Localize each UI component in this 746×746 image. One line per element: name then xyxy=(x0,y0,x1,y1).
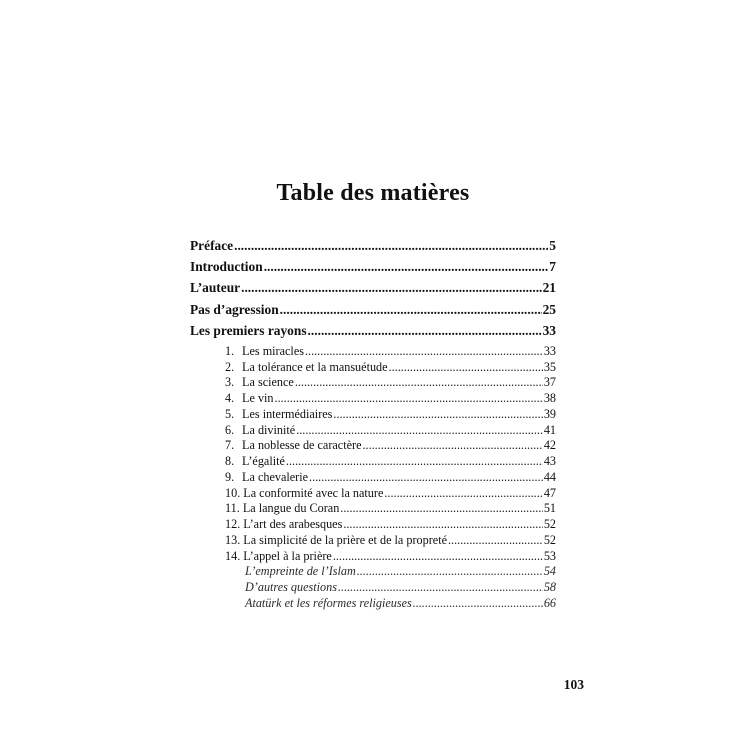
dot-leader xyxy=(333,549,543,564)
chapter-label: La chevalerie xyxy=(242,469,309,484)
toc-chapter xyxy=(190,438,556,454)
dot-leader xyxy=(309,470,543,485)
chapter-page: 37 xyxy=(543,375,556,390)
toc-chapter xyxy=(190,486,556,502)
dot-leader xyxy=(340,501,543,516)
subsection-page: 58 xyxy=(543,580,556,595)
chapter-number: 10. xyxy=(225,485,241,500)
toc-chapter xyxy=(190,549,556,565)
toc-entry xyxy=(190,238,556,259)
toc-subsection xyxy=(190,580,556,596)
toc-chapter xyxy=(190,360,556,376)
chapter-number: 7. xyxy=(225,438,235,453)
chapter-label: La conformité avec la nature xyxy=(243,485,384,500)
dot-leader xyxy=(308,323,542,339)
toc-entry xyxy=(190,280,556,301)
chapter-page: 51 xyxy=(543,501,556,516)
subsection-label: L’empreinte de l’Islam xyxy=(245,564,356,579)
chapter-page: 52 xyxy=(543,517,556,532)
toc-chapter xyxy=(190,423,556,439)
dot-leader xyxy=(296,423,543,438)
dot-leader xyxy=(333,407,542,422)
chapter-page: 39 xyxy=(543,406,556,421)
dot-leader xyxy=(286,454,543,469)
toc-chapter xyxy=(190,533,556,549)
chapter-number: 2. xyxy=(225,359,235,374)
chapter-number: 1. xyxy=(225,343,235,358)
dot-leader xyxy=(275,391,543,406)
toc-entry-page: 25 xyxy=(542,301,556,317)
chapter-page: 41 xyxy=(543,422,556,437)
subsection-page: 66 xyxy=(543,595,556,610)
dot-leader xyxy=(362,438,542,453)
dot-leader xyxy=(280,302,542,318)
toc-subsection xyxy=(190,596,556,612)
toc-subsection xyxy=(190,564,556,580)
chapter-page: 53 xyxy=(543,548,556,563)
chapter-page: 42 xyxy=(543,438,556,453)
page-title: Table des matières xyxy=(276,180,470,206)
page-number: 103 xyxy=(563,677,584,692)
chapter-number: 12. xyxy=(225,517,241,532)
toc-chapter xyxy=(190,501,556,517)
chapter-label: Les intermédiaires xyxy=(242,406,333,421)
toc-chapter xyxy=(190,391,556,407)
dot-leader xyxy=(234,238,548,254)
toc-entry-page: 5 xyxy=(549,238,556,253)
toc-entry xyxy=(190,302,556,323)
chapter-number: 5. xyxy=(225,406,235,421)
chapter-label: Les miracles xyxy=(242,343,304,358)
toc-entry-label: Préface xyxy=(190,238,234,253)
toc-entry-label: L’auteur xyxy=(190,280,241,296)
chapter-page: 33 xyxy=(543,343,556,358)
chapter-label: La noblesse de caractère xyxy=(242,438,362,453)
dot-leader xyxy=(305,344,543,359)
chapter-page: 47 xyxy=(543,485,556,500)
dot-leader xyxy=(413,596,543,611)
table-of-contents xyxy=(190,238,556,612)
chapter-number: 11. xyxy=(225,501,240,516)
chapter-label: La science xyxy=(242,375,294,390)
toc-chapter xyxy=(190,344,556,360)
chapter-page: 52 xyxy=(543,532,556,547)
dot-leader xyxy=(448,533,543,548)
chapter-label: Le vin xyxy=(242,391,274,406)
chapter-number: 6. xyxy=(225,422,235,437)
chapter-label: La simplicité de la prière et de la propreté xyxy=(243,532,447,547)
toc-chapter xyxy=(190,375,556,391)
toc-chapter xyxy=(190,407,556,423)
chapter-number: 3. xyxy=(225,375,235,390)
chapter-number: 8. xyxy=(225,454,235,469)
chapter-number: 9. xyxy=(225,469,235,484)
toc-chapter xyxy=(190,470,556,486)
chapter-page: 44 xyxy=(543,469,556,484)
dot-leader xyxy=(295,375,543,390)
chapter-number: 13. xyxy=(225,532,241,547)
chapter-label: L’art des arabesques xyxy=(243,517,343,532)
toc-entry-page: 7 xyxy=(549,259,556,275)
chapter-page: 38 xyxy=(543,391,556,406)
chapter-label: L’appel à la prière xyxy=(243,548,332,563)
chapter-label: La divinité xyxy=(242,422,296,437)
dot-leader xyxy=(384,486,542,501)
subsection-label: D’autres questions xyxy=(245,580,337,595)
chapter-page: 43 xyxy=(543,454,556,469)
toc-entry-label: Introduction xyxy=(190,259,263,275)
toc-entry-page: 21 xyxy=(542,280,556,296)
dot-leader xyxy=(343,517,542,532)
chapter-label: La tolérance et la mansuétude xyxy=(242,359,388,374)
toc-entry xyxy=(190,259,556,280)
toc-entry-label: Pas d’agression xyxy=(190,301,279,317)
dot-leader xyxy=(357,564,543,579)
subsection-label: Atatürk et les réformes religieuses xyxy=(245,595,412,610)
toc-chapter xyxy=(190,454,556,470)
dot-leader xyxy=(241,280,542,296)
toc-entry-page: 33 xyxy=(542,322,556,338)
chapter-label: L’égalité xyxy=(242,454,285,469)
dot-leader xyxy=(338,580,543,595)
dot-leader xyxy=(264,259,549,275)
toc-entry xyxy=(190,323,556,344)
chapter-label: La langue du Coran xyxy=(242,501,340,516)
chapter-page: 35 xyxy=(543,359,556,374)
chapter-number: 4. xyxy=(225,391,235,406)
toc-chapter xyxy=(190,517,556,533)
chapter-number: 14. xyxy=(225,548,241,563)
subsection-page: 54 xyxy=(543,564,556,579)
toc-entry-label: Les premiers rayons xyxy=(190,322,307,338)
dot-leader xyxy=(389,360,543,375)
